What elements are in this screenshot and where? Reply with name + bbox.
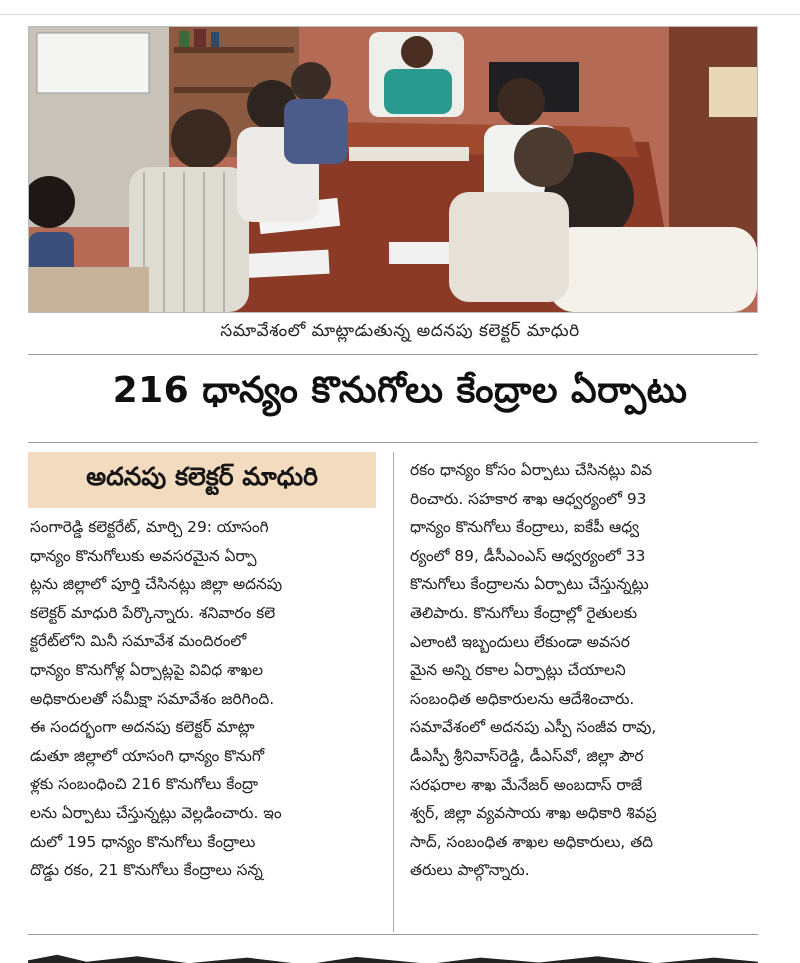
headline-divider bbox=[28, 442, 758, 443]
meeting-photo bbox=[28, 26, 758, 313]
article-headline: 216 ధాన్యం కొనుగోలు కేంద్రాల ఏర్పాటు bbox=[112, 370, 688, 411]
article-column-1 bbox=[30, 513, 380, 885]
column-divider bbox=[393, 452, 394, 932]
bottom-divider bbox=[28, 934, 758, 935]
caption-divider bbox=[28, 354, 758, 355]
text-line: ధాన్యం కొనుగోలుకు అవసరమైన ఏర్పా bbox=[30, 546, 257, 565]
text-line: ఈ సందర్భంగా అదనపు కలెక్టర్ మాట్లా bbox=[30, 718, 255, 737]
article-column-2 bbox=[410, 456, 760, 885]
text-line: ర్యంలో 89, డీసీఎంఎస్ ఆధ్వర్యంలో 33 bbox=[410, 546, 646, 565]
cut-off-headline bbox=[28, 952, 758, 963]
text-line: సంబంధిత అధికారులను ఆదేశించారు. bbox=[410, 689, 635, 708]
text-line: ధాన్యం కొనుగోలు కేంద్రాలు, ఐకేపీ ఆధ్వ bbox=[410, 518, 640, 537]
text-line: డుతూ జిల్లాలో యాసంగి ధాన్యం కొనుగో bbox=[30, 746, 265, 765]
text-line: క్టరేట్‌లోని మినీ సమావేశ మందిరంలో bbox=[30, 632, 247, 651]
text-line: దులో 195 ధాన్యం కొనుగోలు కేంద్రాలు bbox=[30, 832, 256, 851]
text-line: ట్లను జిల్లాలో పూర్తి చేసినట్లు జిల్లా అదనపు bbox=[30, 575, 283, 594]
subheadline-box bbox=[28, 452, 376, 508]
text-line: రకం ధాన్యం కోసం ఏర్పాటు చేసినట్లు వివ bbox=[410, 461, 653, 479]
meeting-photo-illustration bbox=[29, 27, 757, 312]
text-line: డీఎస్పీ శ్రీనివాస్‌రెడ్డి, డీఎస్‌వో, జిల్లా పౌర bbox=[410, 746, 644, 765]
previous-article-strip bbox=[0, 0, 800, 15]
next-article-strip bbox=[28, 940, 758, 963]
text-line: మైన అన్ని రకాల ఏర్పాట్లు చేయాలని bbox=[410, 661, 626, 680]
text-line: ధాన్యం కొనుగోళ్ల ఏర్పాట్లపై వివిధ శాఖల bbox=[30, 660, 264, 679]
text-line: శ్వర్, జిల్లా వ్యవసాయ శాఖ అధికారి శివప్ర bbox=[410, 804, 657, 823]
photo-caption: సమావేశంలో మాట్లాడుతున్న అదనపు కలెక్టర్ మాధురి bbox=[220, 321, 580, 341]
text-line: సాద్, సంబంధిత శాఖల అధికారులు, తది bbox=[410, 832, 654, 851]
text-line: ళ్లకు సంబంధించి 216 కొనుగోలు కేంద్రా bbox=[30, 775, 259, 794]
text-line: రించారు. సహకార శాఖ ఆధ్వర్యంలో 93 bbox=[410, 489, 647, 508]
text-line: అధికారులతో సమీక్షా సమావేశం జరిగింది. bbox=[30, 689, 275, 708]
text-line: తెలిపారు. కొనుగోలు కేంద్రాల్లో రైతులకు bbox=[410, 603, 638, 622]
text-line: ఎలాంటి ఇబ్బందులు లేకుండా అవసర bbox=[410, 632, 630, 651]
text-line: తరులు పాల్గొన్నారు. bbox=[410, 861, 530, 880]
text-line: సమావేశంలో అదనపు ఎస్పీ సంజీవ రావు, bbox=[410, 718, 657, 737]
text-line: కలెక్టర్ మాధురి పేర్కొన్నారు. శనివారం కలె bbox=[30, 603, 276, 622]
text-line: సరఫరాల శాఖ మేనేజర్ అంబదాస్ రాజే bbox=[410, 775, 643, 794]
text-line: సంగారెడ్డి కలెక్టరేట్, మార్చి 29: యాసంగి bbox=[30, 518, 269, 536]
text-line: దొడ్డు రకం, 21 కొనుగోలు కేంద్రాలు సన్న bbox=[30, 861, 263, 880]
text-line: కొనుగోలు కేంద్రాలను ఏర్పాటు చేస్తున్నట్లు bbox=[410, 575, 649, 594]
subheadline: అదనపు కలెక్టర్ మాధురి bbox=[86, 462, 318, 491]
text-line: లను ఏర్పాటు చేస్తున్నట్లు వెల్లడించారు. ఇం bbox=[30, 803, 282, 822]
